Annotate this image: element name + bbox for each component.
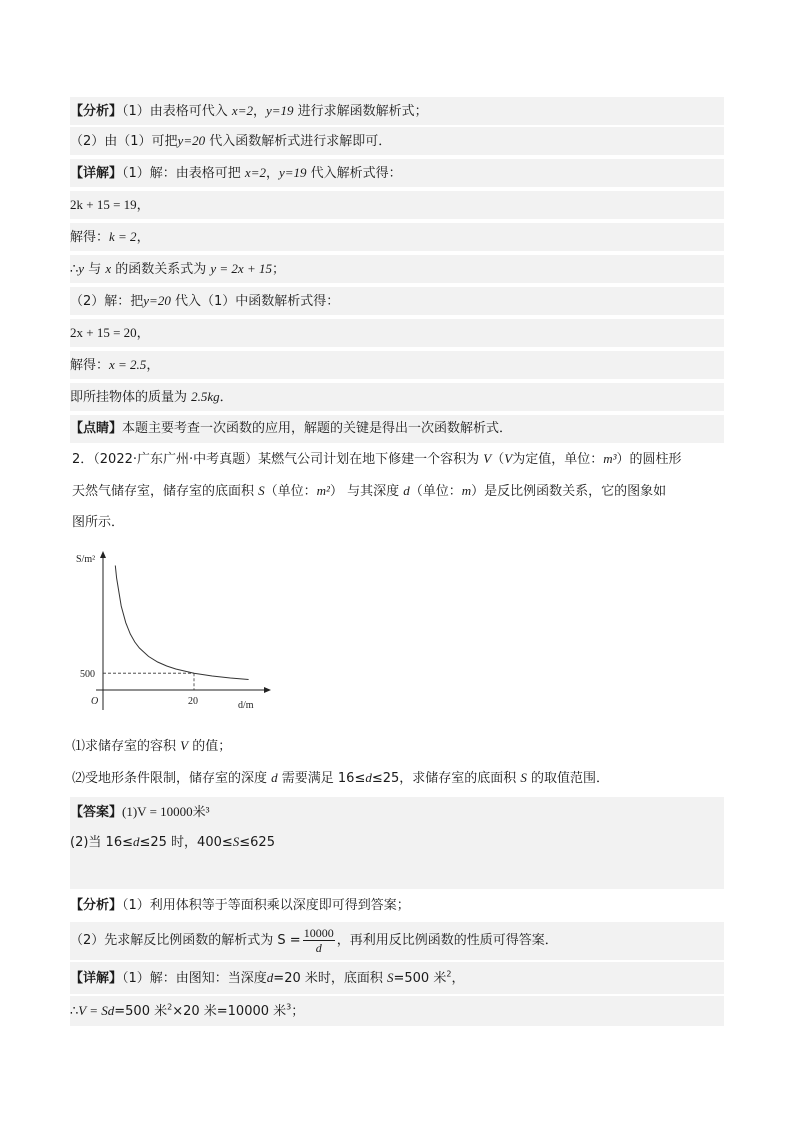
q2-stem-line-3: 图所示．: [72, 515, 125, 530]
prev-analysis-line: 【分析】（1）由表格可代入 x=2，y=19 进行求解函数解析式；: [70, 97, 724, 125]
fraction: $\frac{10000}{d}$: [303, 926, 334, 955]
prev-solve-k: 解得：k = 2，: [70, 223, 724, 251]
q2-detail-2: ∴V = Sd=500 米$^2$×20 米=10000 米$^3$；: [70, 996, 724, 1026]
x-tick-label: 20: [188, 696, 198, 707]
origin-label: O: [91, 696, 99, 707]
q2-analysis-2: （2）先求解反比例函数的解析式为 S = $\frac{10000}{d}$ ，再利用反比例函数的性质可得答案．: [70, 922, 724, 960]
hyperbola-curve: [115, 566, 248, 680]
y-axis-label: S/m²: [76, 554, 96, 565]
q2-answer-spacer: [70, 857, 724, 889]
prev-solve-x: 解得：x = 2.5，: [70, 351, 724, 379]
q2-stem-line-1: 2．（2022·广东广州·中考真题）某燃气公司计划在地下修建一个容积为 V（V为定值，单位：m³）的圆柱形: [72, 451, 682, 467]
q2-answer-1: 【答案】(1)V = 10000米³: [70, 797, 724, 827]
prev-analysis-line-2: （2）由（1）可把y=20 代入函数解析式进行求解即可．: [70, 127, 724, 155]
prev-equation-1: 2k + 15 = 19，: [70, 191, 724, 219]
prev-relation: ∴y 与 x 的函数关系式为 y = 2x + 15；: [70, 255, 724, 283]
q2-sub-question-1: ⑴求储存室的容积 V 的值；: [72, 738, 232, 754]
y-tick-label: 500: [80, 669, 95, 681]
q2-detail-1: 【详解】（1）解：由图知：当深度d=20 米时，底面积 S=500 米$^2$，: [70, 962, 724, 994]
q2-stem-line-2: 天然气储存室，储存室的底面积 S（单位：m²） 与其深度 d（单位：m）是反比例函数关系，它的图象如: [72, 483, 667, 499]
prev-mass: 即所挂物体的质量为 2.5kg．: [70, 383, 724, 411]
y-axis-arrow: [100, 551, 106, 558]
prev-comment: 【点睛】本题主要考查一次函数的应用，解题的关键是得出一次函数解析式．: [70, 415, 724, 443]
inverse-proportion-chart: [74, 548, 274, 718]
q2-analysis-1: 【分析】（1）利用体积等于等面积乘以深度即可得到答案；: [70, 892, 724, 920]
x-axis-label: d/m: [238, 700, 254, 711]
x-axis-arrow: [264, 687, 271, 693]
prev-detail-line: 【详解】（1）解：由表格可把 x=2，y=19 代入解析式得：: [70, 159, 724, 187]
prev-equation-2: 2x + 15 = 20，: [70, 319, 724, 347]
q2-answer-2: (2)当 16≤d≤25 时，400≤S≤625: [70, 827, 724, 857]
q2-sub-question-2: ⑵受地形条件限制，储存室的深度 d 需要满足 16≤d≤25，求储存室的底面积 S 的取值范围．: [72, 770, 610, 786]
prev-part2: （2）解：把y=20 代入（1）中函数解析式得：: [70, 287, 724, 315]
